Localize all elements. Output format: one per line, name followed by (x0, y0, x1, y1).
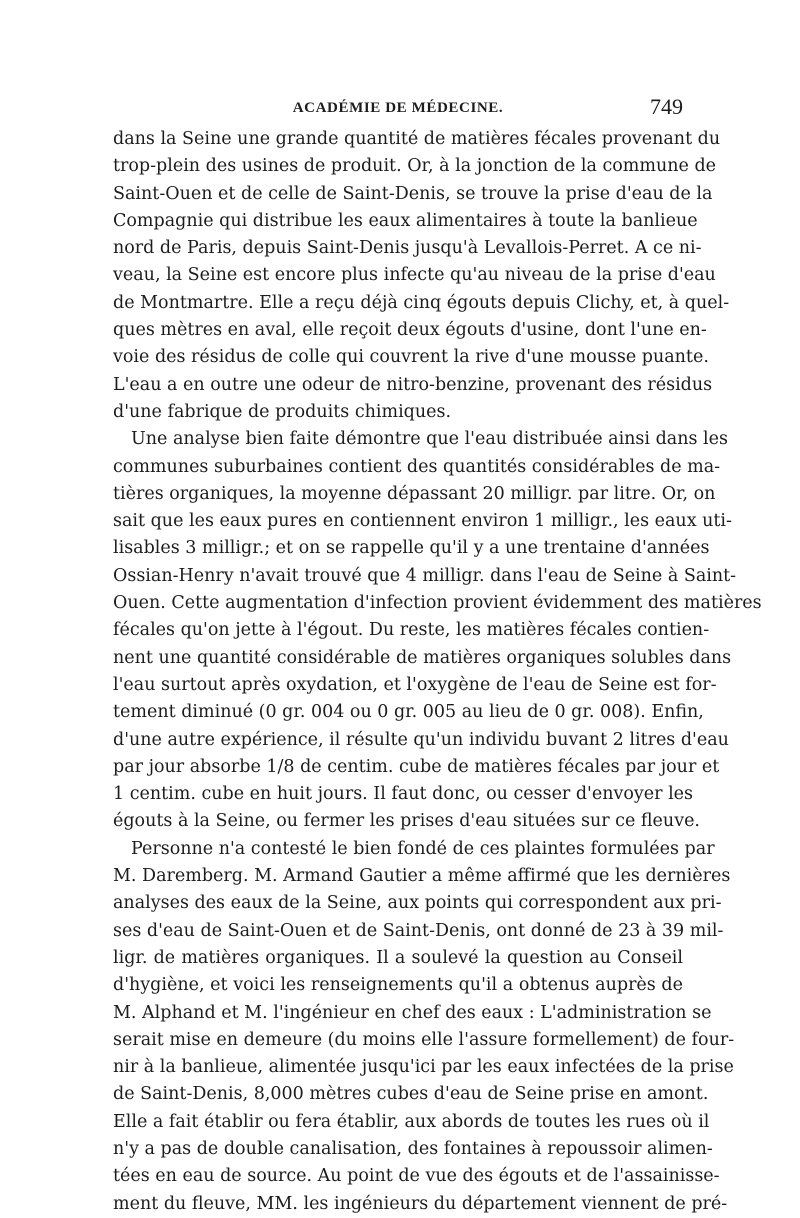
text-line: de Montmartre. Elle a reçu déjà cinq égouts depuis Clichy, et, à quel- (113, 292, 730, 313)
text-line: dans la Seine une grande quantité de matières fécales provenant du (113, 129, 721, 149)
text-line: Ouen. Cette augmentation d'infection provient évidemment des matières (113, 593, 762, 614)
running-title: ACADÉMIE DE MÉDECINE. (292, 100, 504, 116)
text-line: M. Daremberg. M. Armand Gautier a même affirmé que les dernières (113, 866, 731, 887)
page-number: 749 (650, 94, 683, 119)
text-line: d'une autre expérience, il résulte qu'un individu buvant 2 litres d'eau (113, 729, 729, 750)
text-line: sait que les eaux pures en contiennent environ 1 milligr., les eaux uti- (113, 511, 732, 532)
text-line: M. Alphand et M. l'ingénieur en chef des eaux : L'administration se (113, 1002, 712, 1023)
text-line: Une analyse bien faite démontre que l'eau distribuée ainsi dans les (131, 429, 728, 450)
text-line: ses d'eau de Saint-Ouen et de Saint-Denis, ont donné de 23 à 39 mil- (113, 920, 724, 941)
text-line: trop-plein des usines de produit. Or, à la jonction de la commune de (113, 156, 717, 177)
text-line: ligr. de matières organiques. Il a soulevé la question au Conseil (113, 947, 683, 968)
text-line: d'une fabrique de produits chimiques. (113, 401, 452, 422)
text-line: communes suburbaines contient des quantités considérables de ma- (113, 456, 721, 477)
text-line: serait mise en demeure (du moins elle l'assure formellement) de four- (113, 1029, 735, 1050)
text-line: ment du fleuve, MM. les ingénieurs du département viennent de pré- (113, 1193, 728, 1214)
text-line: Personne n'a contesté le bien fondé de ces plaintes formulées par (131, 838, 715, 859)
text-line: ques mètres en aval, elle reçoit deux égouts d'usine, dont l'une en- (113, 320, 707, 341)
text-line: nir à la banlieue, alimentée jusqu'ici par les eaux infectées de la prise (113, 1057, 734, 1078)
text-line: 1 centim. cube en huit jours. Il faut donc, ou cesser d'envoyer les (113, 784, 694, 805)
text-line: tées en eau de source. Au point de vue des égouts et de l'assainisse- (113, 1166, 720, 1187)
text-line: Ossian-Henry n'avait trouvé que 4 milligr. dans l'eau de Seine à Saint- (113, 565, 737, 586)
text-line: lisables 3 milligr.; et on se rappelle qu'il y a une trentaine d'années (113, 538, 710, 559)
text-line: n'y a pas de double canalisation, des fontaines à repoussoir alimen- (113, 1138, 713, 1159)
text-line: l'eau surtout après oxydation, et l'oxygène de l'eau de Seine est for- (113, 674, 717, 695)
text-line: Compagnie qui distribue les eaux alimentaires à toute la banlieue (113, 210, 698, 231)
body-text (113, 126, 762, 1218)
text-line: égouts à la Seine, ou fermer les prises d'eau situées sur ce fleuve. (113, 811, 700, 832)
text-line: Elle a fait établir ou fera établir, aux abords de toutes les rues où il (113, 1111, 710, 1132)
text-line: tières organiques, la moyenne dépassant 20 milligr. par litre. Or, on (113, 483, 716, 504)
running-head (113, 94, 683, 124)
text-line: de Saint-Denis, 8,000 mètres cubes d'eau de Seine prise en amont. (113, 1084, 709, 1105)
paragraph (113, 426, 762, 835)
text-line: d'hygiène, et voici les renseignements qu'il a obtenus auprès de (113, 975, 683, 996)
text-line: analyses des eaux de la Seine, aux points qui correspondent aux pri- (113, 893, 722, 914)
paragraph (113, 836, 735, 1218)
text-line: voie des résidus de colle qui couvrent la rive d'une mousse puante. (113, 347, 709, 368)
text-line: nent une quantité considérable de matières organiques solubles dans (113, 647, 732, 668)
text-line: par jour absorbe 1/8 de centim. cube de matières fécales par jour et (113, 756, 720, 777)
text-line: L'eau a en outre une odeur de nitro-benzine, provenant des résidus (113, 374, 713, 395)
text-line: Saint-Ouen et de celle de Saint-Denis, se trouve la prise d'eau de la (113, 183, 713, 204)
text-line: fécales qu'on jette à l'égout. Du reste, les matières fécales contien- (113, 620, 710, 641)
text-line: nord de Paris, depuis Saint-Denis jusqu'à Levallois-Perret. A ce ni- (113, 238, 702, 259)
text-line: veau, la Seine est encore plus infecte qu'au niveau de la prise d'eau (113, 265, 716, 286)
paragraph (113, 126, 730, 426)
text-line: tement diminué (0 gr. 004 ou 0 gr. 005 au lieu de 0 gr. 008). Enfin, (113, 702, 704, 723)
